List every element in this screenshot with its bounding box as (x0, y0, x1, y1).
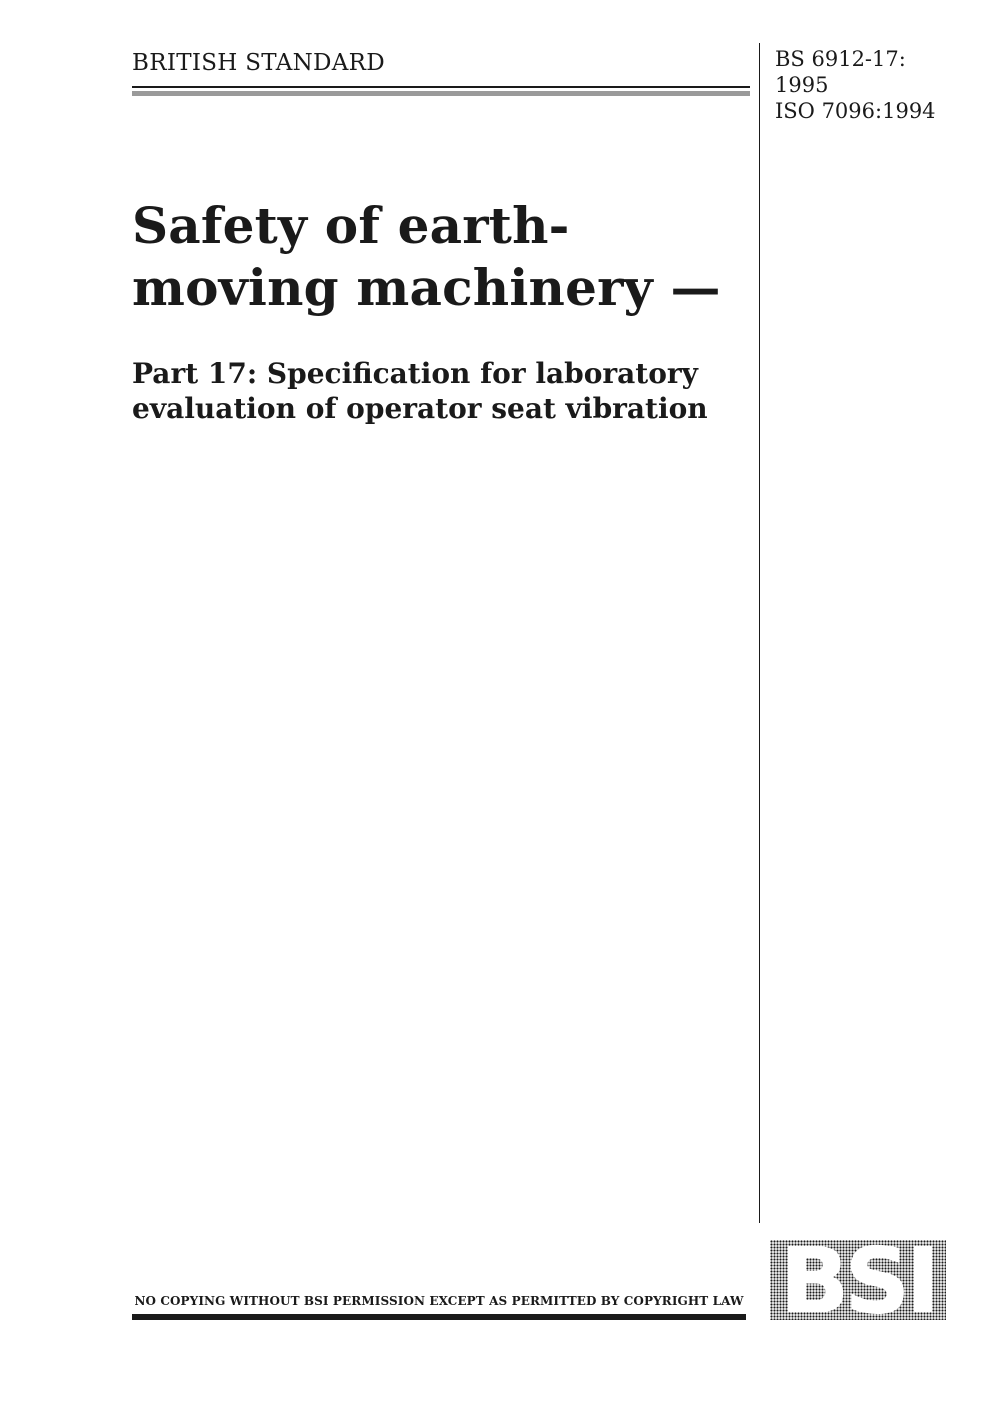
bsi-logo-icon (770, 1240, 946, 1320)
standard-number-line1: BS 6912-17: (775, 47, 906, 71)
header-rule-thick (132, 91, 750, 96)
standard-number-line2: 1995 (775, 73, 829, 97)
header-rule-thin (132, 86, 750, 88)
copyright-notice: NO COPYING WITHOUT BSI PERMISSION EXCEPT AS PERMITTED BY COPYRIGHT LAW (134, 1294, 744, 1308)
vertical-divider (759, 43, 760, 1223)
part-title: Part 17: Specification for laboratory evaluation of operator seat vibration (132, 357, 708, 425)
bsi-logo-text: BSI (780, 1240, 936, 1320)
series-label: BRITISH STANDARD (132, 50, 386, 76)
standard-number (775, 46, 906, 98)
footer-rule (132, 1314, 746, 1320)
main-title: Safety of earth-moving machinery — (132, 196, 721, 317)
iso-number: ISO 7096:1994 (775, 99, 936, 123)
